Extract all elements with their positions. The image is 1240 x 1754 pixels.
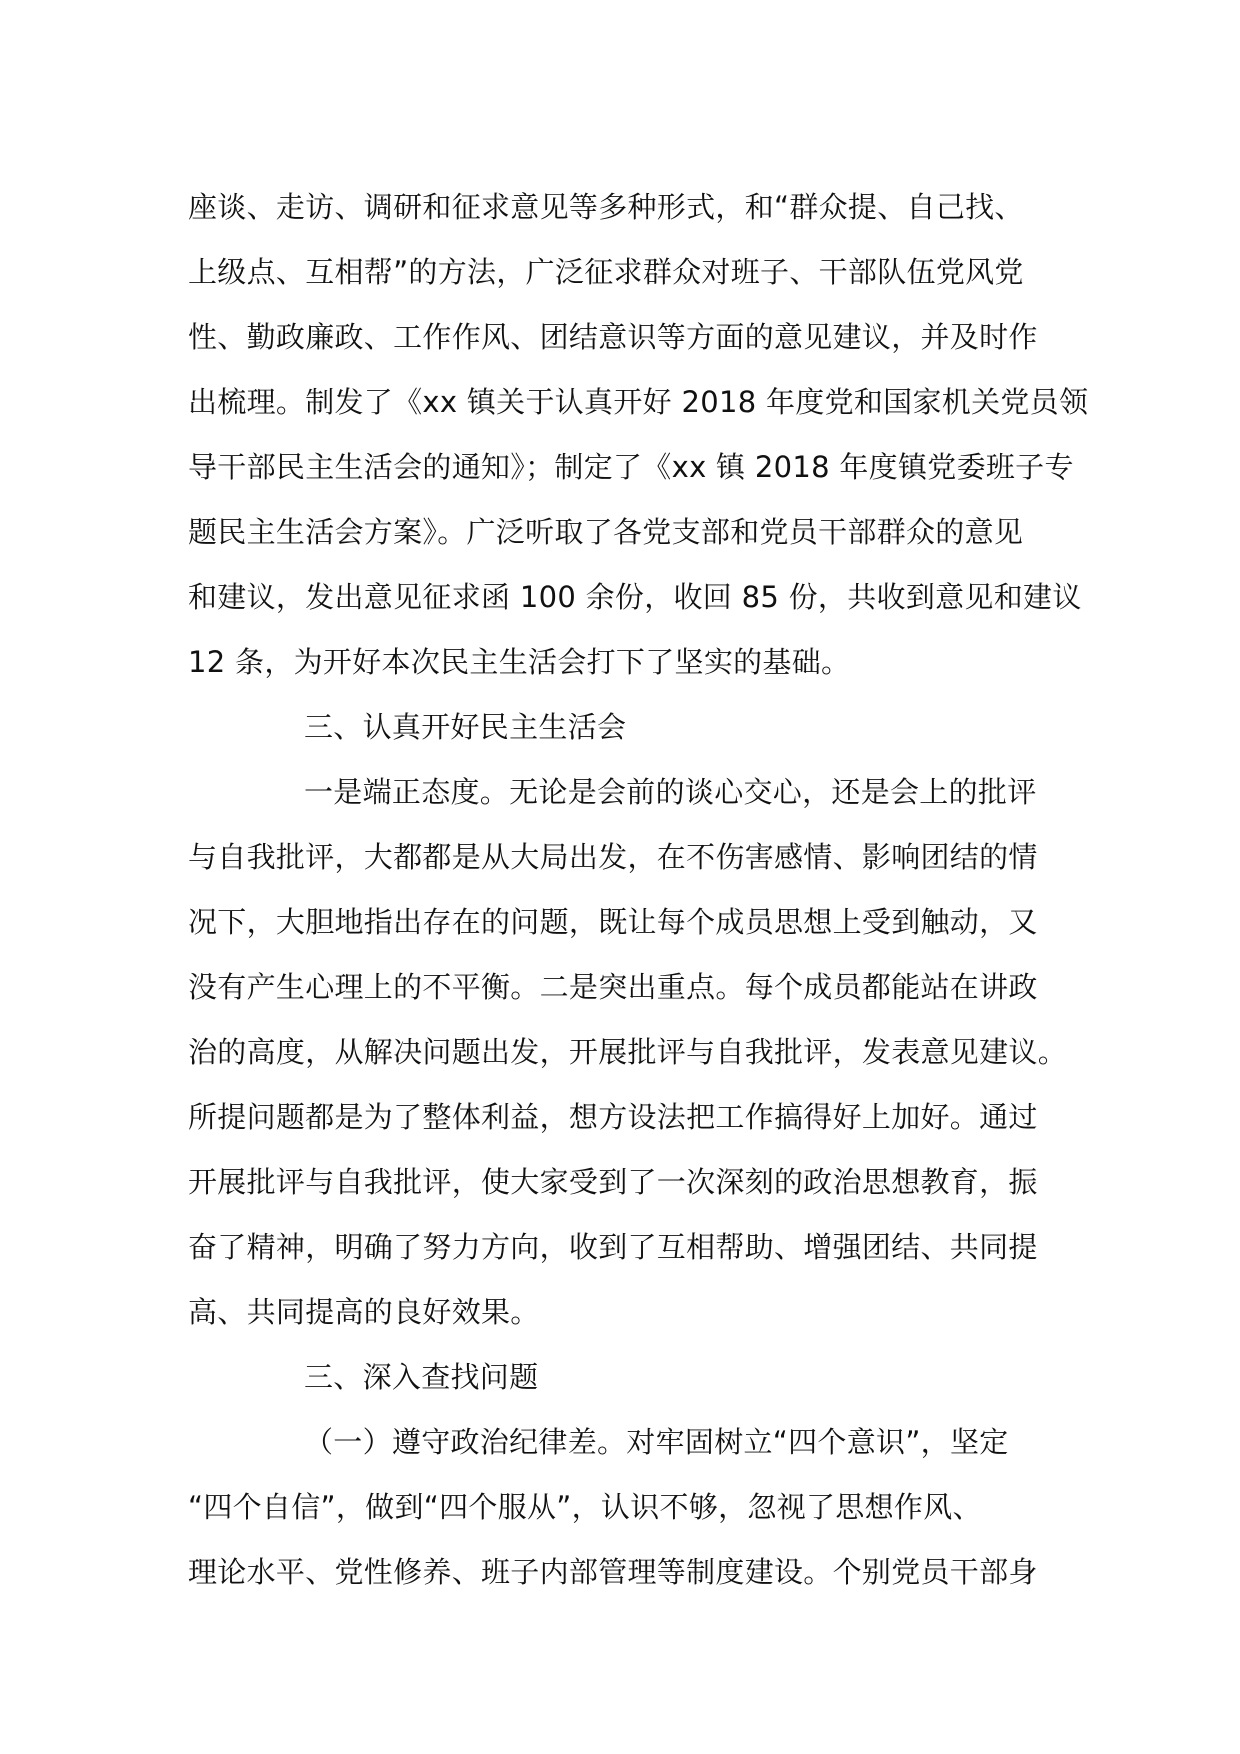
text-line: 奋了精神，明确了努力方向，收到了互相帮助、增强团结、共同提	[188, 1230, 1038, 1264]
text-line: 题民主生活会方案》。广泛听取了各党支部和党员干部群众的意见	[188, 515, 1024, 549]
paragraph-start-line: （一）遵守政治纪律差。对牢固树立“四个意识”，坚定	[304, 1425, 1009, 1459]
text-line: 况下，大胆地指出存在的问题，既让每个成员思想上受到触动，又	[188, 905, 1038, 939]
text-line: 12 条，为开好本次民主生活会打下了坚实的基础。	[188, 645, 851, 679]
text-line: 开展批评与自我批评，使大家受到了一次深刻的政治思想教育，振	[188, 1165, 1038, 1199]
document-body	[188, 175, 1089, 1605]
paragraph-start-line: 一是端正态度。无论是会前的谈心交心，还是会上的批评	[304, 775, 1037, 809]
text-line: 座谈、走访、调研和征求意见等多种形式，和“群众提、自己找、	[188, 190, 1024, 224]
section-heading: 三、认真开好民主生活会	[304, 710, 627, 744]
text-line: 治的高度，从解决问题出发，开展批评与自我批评，发表意见建议。	[188, 1035, 1068, 1069]
text-line: 高、共同提高的良好效果。	[188, 1295, 540, 1329]
text-line: 没有产生心理上的不平衡。二是突出重点。每个成员都能站在讲政	[188, 970, 1038, 1004]
text-line: 性、勤政廉政、工作作风、团结意识等方面的意见建议，并及时作	[188, 320, 1038, 354]
text-line: 上级点、互相帮”的方法，广泛征求群众对班子、干部队伍党风党	[188, 255, 1024, 289]
text-line: 和建议，发出意见征求函 100 余份，收回 85 份，共收到意见和建议	[188, 580, 1082, 614]
text-line: 所提问题都是为了整体利益，想方设法把工作搞得好上加好。通过	[188, 1100, 1038, 1134]
text-line: 出梳理。制发了《xx 镇关于认真开好 2018 年度党和国家机关党员领	[188, 385, 1089, 419]
text-line: “四个自信”，做到“四个服从”，认识不够，忽视了思想作风、	[188, 1490, 982, 1524]
text-line: 导干部民主生活会的通知》；制定了《xx 镇 2018 年度镇党委班子专	[188, 450, 1074, 484]
text-line: 理论水平、党性修养、班子内部管理等制度建设。个别党员干部身	[188, 1555, 1038, 1589]
text-line: 与自我批评，大都都是从大局出发，在不伤害感情、影响团结的情	[188, 840, 1038, 874]
section-heading: 三、深入查找问题	[304, 1360, 539, 1394]
